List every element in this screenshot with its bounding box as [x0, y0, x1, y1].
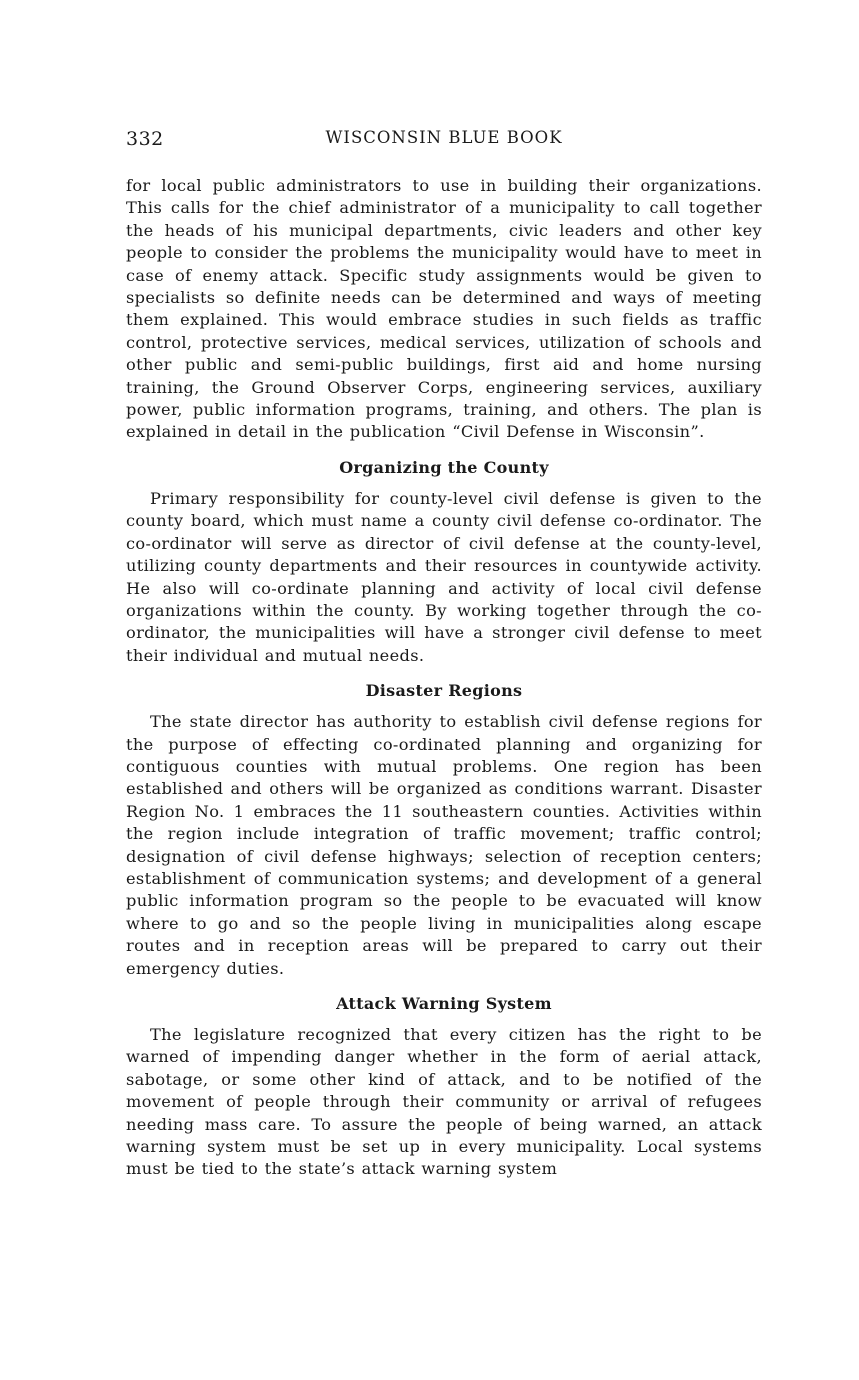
running-head [126, 126, 762, 152]
section-heading-organizing-the-county: Organizing the County [339, 457, 549, 477]
page-content [126, 175, 762, 1181]
page-number: 332 [126, 128, 164, 150]
section-heading-disaster-regions: Disaster Regions [365, 681, 523, 701]
running-title: WISCONSIN BLUE BOOK [325, 128, 563, 147]
section-paragraph-organizing-the-county: Primary responsibility for county-level civil defense is given to the county board, which must name a county civil defense co-ordinator. The co-ordinator will serve as director of civil defense at the county-level, utilizing county departments and their resources in countywide activity. He also will co-ordinate planning and activity of local civil defense organizations within the county. By working together through the co-ordinator, the municipalities will have a stronger civil defense to meet their individual and mutual needs. [126, 488, 762, 665]
section-paragraph-attack-warning-system: The legislature recognized that every citizen has the right to be warned of impending danger whether in the form of aerial attack, sabotage, or some other kind of attack, and to be notified of the movement of people through their community or arrival of refugees needing mass care. To assure the people of being warned, an attack warning system must be set up in every municipality. Local systems must be tied to the state’s attack warning system [126, 1025, 762, 1179]
intro-paragraph: for local public administrators to use in building their organizations. This calls for the chief administrator of a municipality to call together the heads of his municipal departments, civic leaders and other key people to consider the problems the municipality would have to meet in case of enemy attack. Specific study assignments would be given to specialists so definite needs can be determined and ways of meeting them explained. This would embrace studies in such fields as traffic control, protective services, medical services, utilization of schools and other public and semi-public buildings, first aid and home nursing training, the Ground Observer Corps, engineering services, auxiliary power, public information programs, training, and others. The plan is explained in detail in the publication “Civil Defense in Wisconsin”. [126, 176, 762, 442]
section-heading-attack-warning-system: Attack Warning System [336, 994, 552, 1013]
section-paragraph-disaster-regions: The state director has authority to establish civil defense regions for the purpose of effecting co-ordinated planning and organizing for contiguous counties with mutual problems. One region has been established and others will be organized as conditions warrant. Disaster Region No. 1 embraces the 11 southeastern counties. Activities within the region include integration of traffic movement; traffic control; designation of civil defense highways; selection of reception centers; establishment of communication systems; and development of a general public information program so the people to be evacuated will know where to go and so the people living in municipalities along escape routes and in reception areas will be prepared to carry out their emergency duties. [126, 712, 762, 978]
